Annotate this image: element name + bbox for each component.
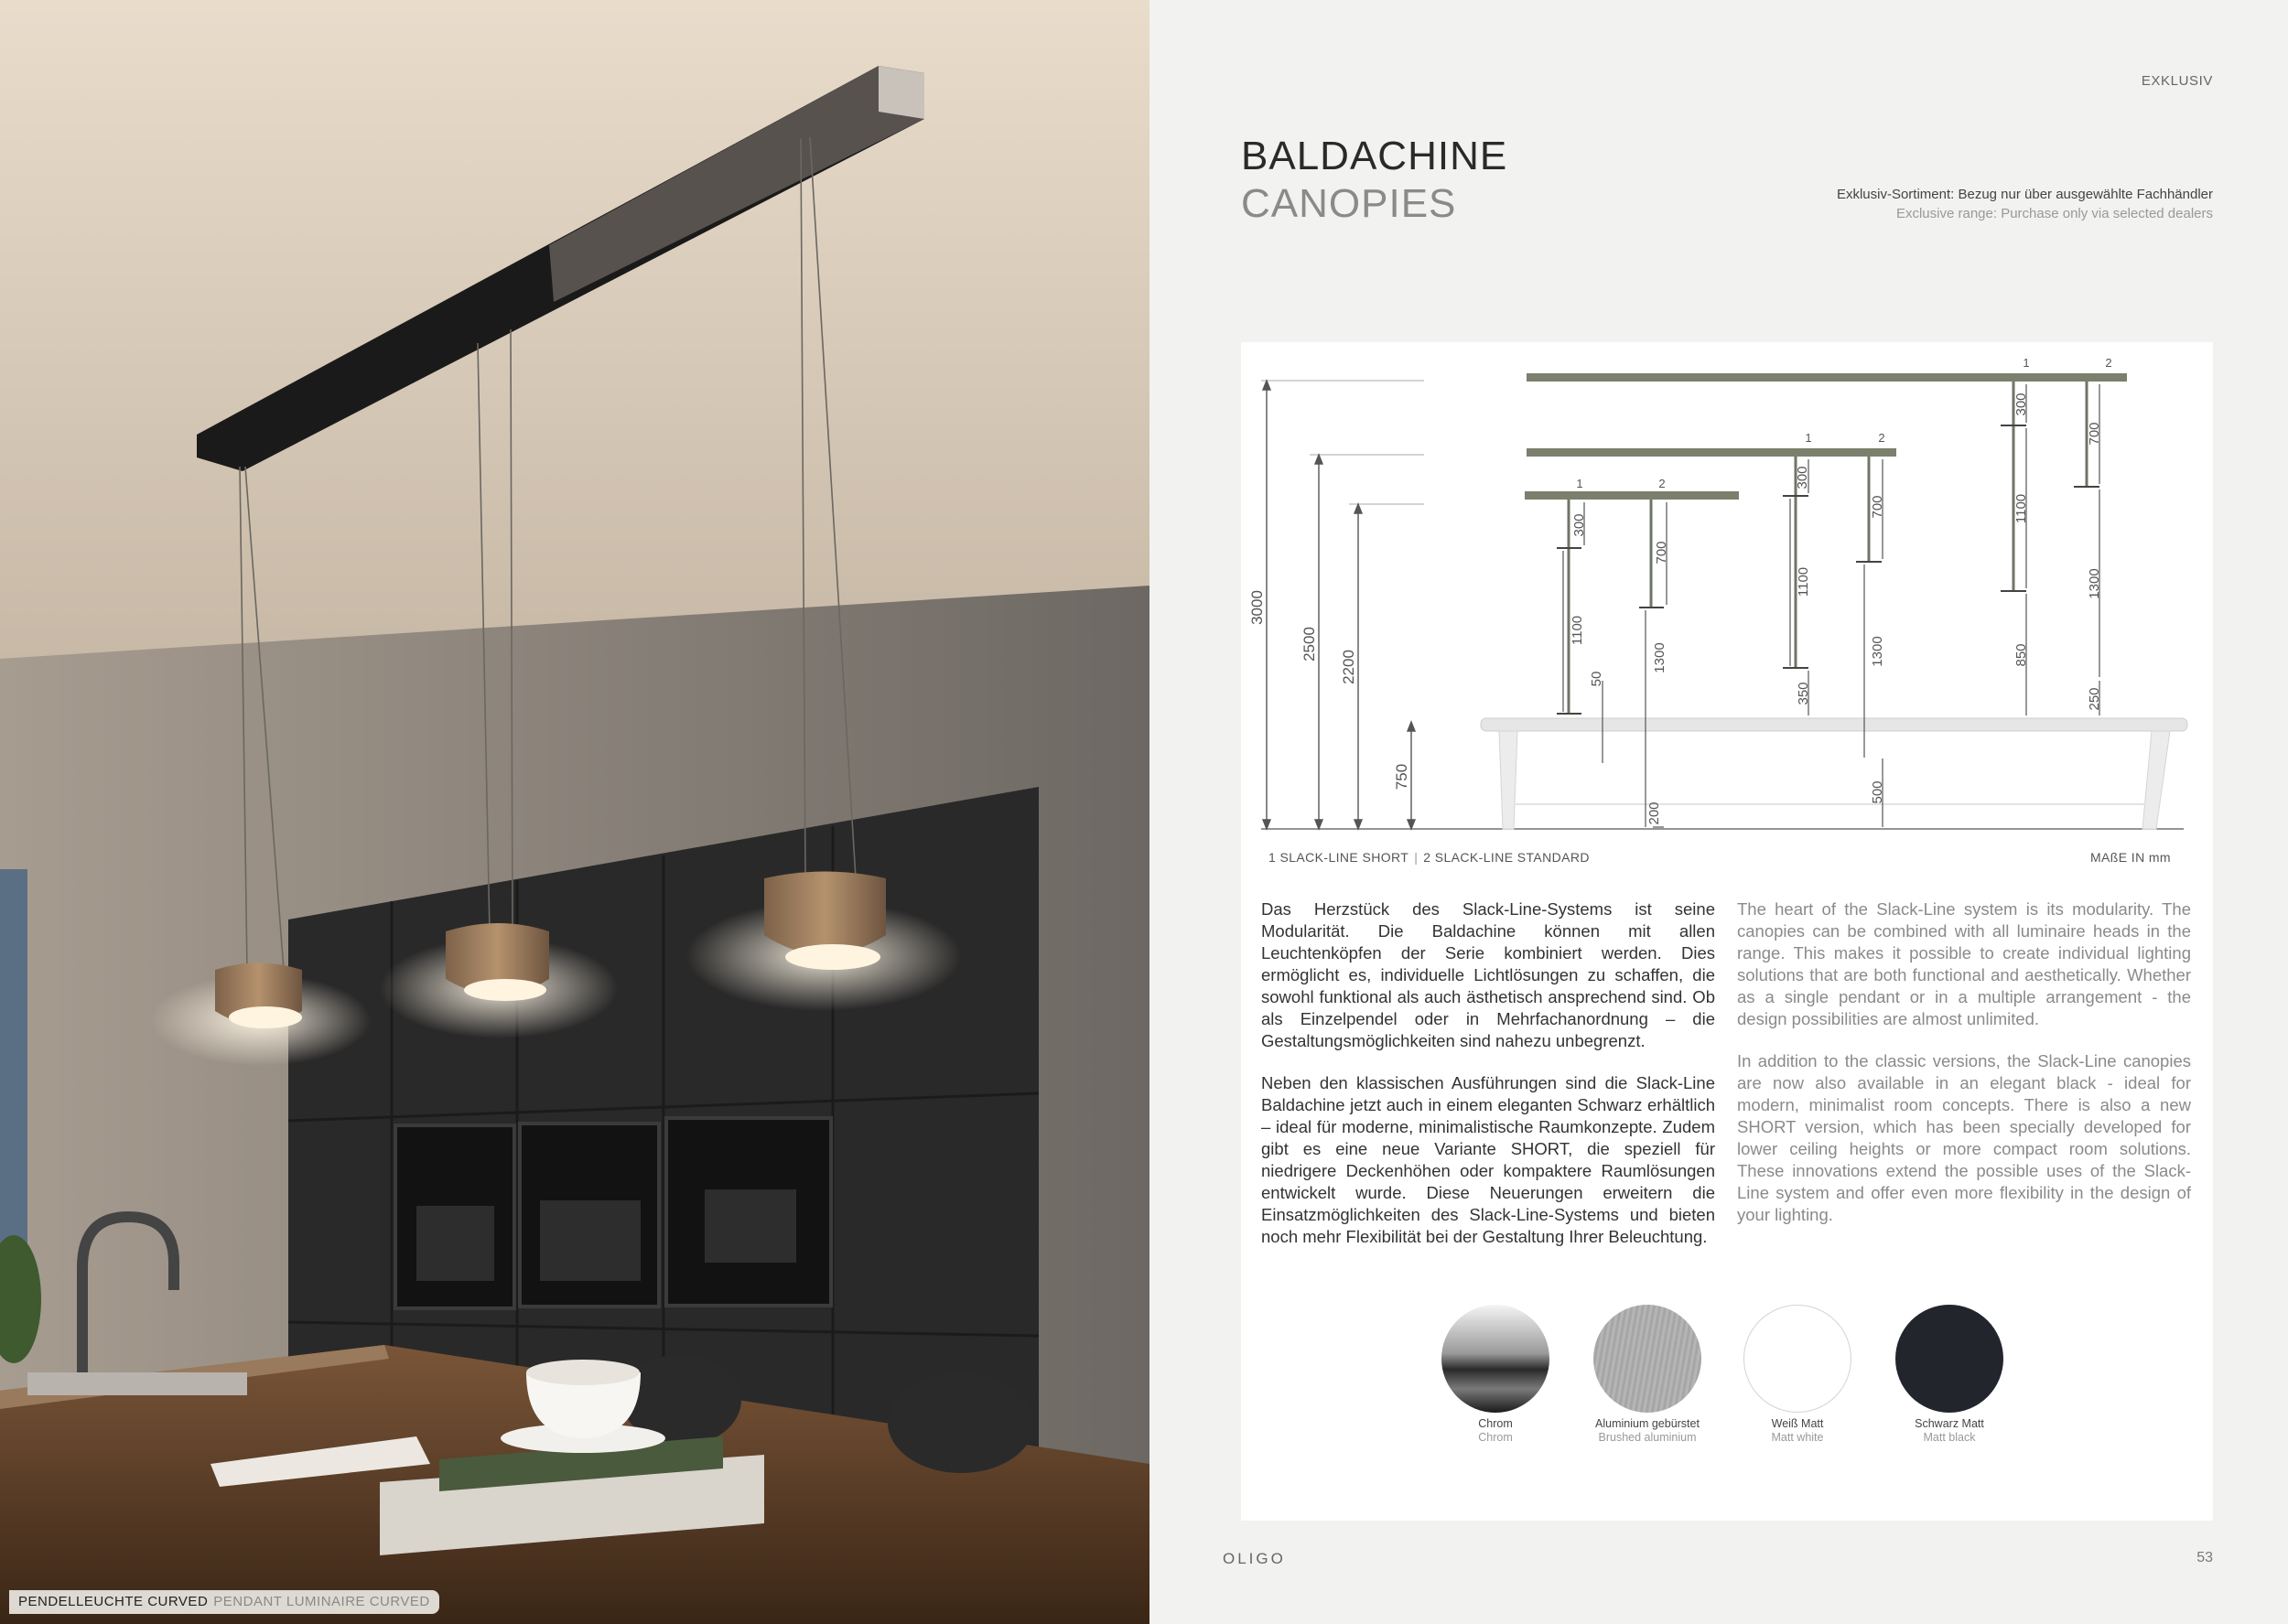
dim-small-50: 50 bbox=[1589, 671, 1604, 687]
units-note: MAßE IN mm bbox=[2090, 850, 2171, 865]
dim-large-1300: 1300 bbox=[2087, 568, 2102, 599]
finish-aluminium-name-en: Brushed aluminium bbox=[1598, 1431, 1697, 1444]
dim-mid-500: 500 bbox=[1870, 780, 1885, 804]
content-panel bbox=[1241, 342, 2213, 1521]
brand-logo: OLIGO bbox=[1223, 1550, 1286, 1567]
finish-chrome-disc bbox=[1441, 1305, 1549, 1413]
paragraph-de-2: Neben den klassischen Ausführungen sind die Slack-Line Baldachine jetzt auch in einem eleganten Schwarz erhältlich – ideal für moderne, minimalistische Raumkonzepte. Zudem gibt es eine neue Variante SHORT, die speziell für niedrigere Deckenhöhen oder kompaktere Raumlösungen entwickelt wurde. Diese Neuerungen erweitern die Einsatzmöglichkeiten des Slack-Line-Systems und bieten noch mehr Flexibilität bei der Gestaltung Ihrer Beleuchtung. bbox=[1261, 1073, 1715, 1246]
dim-3000: 3000 bbox=[1248, 590, 1266, 625]
legend-separator: | bbox=[1414, 850, 1419, 865]
dim-small-1300: 1300 bbox=[1652, 642, 1667, 673]
paragraph-en-1: The heart of the Slack-Line system is its modularity. The canopies can be combined with all luminaire heads in the range. This makes it possible to create individual lighting solutions that are both functional and aesthetically. Whether as a single pendant or in a multiple arrangement - the design possibilities are almost unlimited. bbox=[1737, 899, 2191, 1028]
finish-brushed-aluminium bbox=[1574, 1305, 1721, 1444]
page-title-en: CANOPIES bbox=[1241, 181, 1457, 226]
table-leg-right bbox=[2142, 731, 2170, 829]
dim-small-300: 300 bbox=[1571, 513, 1587, 537]
dim-large-1100: 1100 bbox=[2013, 493, 2029, 524]
finish-black-name-en: Matt black bbox=[1923, 1431, 1976, 1444]
finish-aluminium-disc bbox=[1593, 1305, 1701, 1413]
exclusive-note-de: Exklusiv-Sortiment: Bezug nur über ausgewählte Fachhändler bbox=[1836, 187, 2213, 202]
caption-de: PENDELLEUCHTE CURVED bbox=[18, 1594, 209, 1609]
finish-black-name-de: Schwarz Matt bbox=[1915, 1417, 1984, 1430]
canopy-medium-label-2: 2 bbox=[1878, 431, 1885, 445]
finish-matt-white bbox=[1724, 1305, 1871, 1444]
diagram-legend bbox=[1268, 850, 1590, 865]
page-title-de: BALDACHINE bbox=[1241, 134, 1508, 178]
catalog-page bbox=[1149, 0, 2288, 1624]
dim-large-250: 250 bbox=[2087, 687, 2102, 711]
canopy-small-label-2: 2 bbox=[1658, 477, 1666, 490]
dim-mid-300: 300 bbox=[1795, 466, 1810, 489]
table-top bbox=[1481, 718, 2187, 731]
legend-standard: 2 SLACK-LINE STANDARD bbox=[1423, 850, 1590, 865]
dim-2200: 2200 bbox=[1340, 650, 1357, 684]
dim-small-1100: 1100 bbox=[1570, 615, 1585, 646]
canopy-small-label-1: 1 bbox=[1576, 477, 1583, 490]
canopy-dimension-diagram bbox=[1241, 342, 2213, 855]
canopy-large bbox=[1527, 373, 2127, 382]
dim-large-850: 850 bbox=[2013, 643, 2029, 667]
finish-matt-black bbox=[1876, 1305, 2023, 1444]
canopy-large-label-1: 1 bbox=[2023, 356, 2030, 370]
canopy-medium bbox=[1527, 448, 1896, 457]
finish-chrome bbox=[1422, 1305, 1569, 1444]
finish-white-disc bbox=[1743, 1305, 1851, 1413]
dim-mid-700: 700 bbox=[1870, 495, 1885, 519]
dim-mid-1300: 1300 bbox=[1870, 636, 1885, 667]
photo-caption bbox=[9, 1590, 439, 1614]
page-number: 53 bbox=[2196, 1550, 2213, 1565]
dim-mid-1100: 1100 bbox=[1796, 566, 1811, 597]
caption-en: PENDANT LUMINAIRE CURVED bbox=[213, 1594, 430, 1609]
finish-white-name-en: Matt white bbox=[1771, 1431, 1824, 1444]
dim-mid-350: 350 bbox=[1796, 682, 1811, 705]
table-leg-left bbox=[1499, 731, 1517, 829]
section-tag: EXKLUSIV bbox=[2141, 73, 2213, 89]
finish-chrome-name-en: Chrom bbox=[1478, 1431, 1513, 1444]
legend-short: 1 SLACK-LINE SHORT bbox=[1268, 850, 1409, 865]
finish-white-name-de: Weiß Matt bbox=[1771, 1417, 1824, 1430]
finish-black-disc bbox=[1895, 1305, 2003, 1413]
paragraph-en-2: In addition to the classic versions, the Slack-Line canopies are now also available in an elegant black - ideal for modern, minimalist room concepts. There is also a new SHORT version, which has been specially developed for lower ceiling heights or more compact room solutions. These innovations extend the possible uses of the Slack-Line system and offer even more flexibility in the design of your lighting. bbox=[1737, 1051, 2191, 1224]
text-column-en bbox=[1737, 898, 2191, 1246]
dim-large-700: 700 bbox=[2087, 422, 2102, 446]
exclusive-note-en: Exclusive range: Purchase only via selected dealers bbox=[1895, 206, 2213, 221]
canopy-small bbox=[1525, 491, 1739, 500]
text-column-de bbox=[1261, 898, 1715, 1268]
canopy-medium-label-1: 1 bbox=[1805, 431, 1812, 445]
dim-750: 750 bbox=[1393, 763, 1410, 790]
finish-chrome-name-de: Chrom bbox=[1478, 1417, 1513, 1430]
dim-small-200: 200 bbox=[1646, 801, 1662, 825]
canopy-large-label-2: 2 bbox=[2105, 356, 2112, 370]
paragraph-de-1: Das Herzstück des Slack-Line-Systems ist seine Modularität. Die Baldachine können mit allen Leuchtenköpfen der Serie kombiniert werden. Dies ermöglicht es, individuelle Lichtlösungen zu schaffen, die sowohl funktional als auch ästhetisch ansprechend sind. Ob als Einzelpendel oder in Mehrfachanordnung – die Gestaltungsmöglichkeiten sind nahezu unbegrenzt. bbox=[1261, 899, 1715, 1050]
dim-large-300: 300 bbox=[2013, 393, 2029, 416]
dim-small-700: 700 bbox=[1654, 541, 1669, 565]
finish-aluminium-name-de: Aluminium gebürstet bbox=[1595, 1417, 1700, 1430]
dim-2500: 2500 bbox=[1300, 627, 1318, 661]
